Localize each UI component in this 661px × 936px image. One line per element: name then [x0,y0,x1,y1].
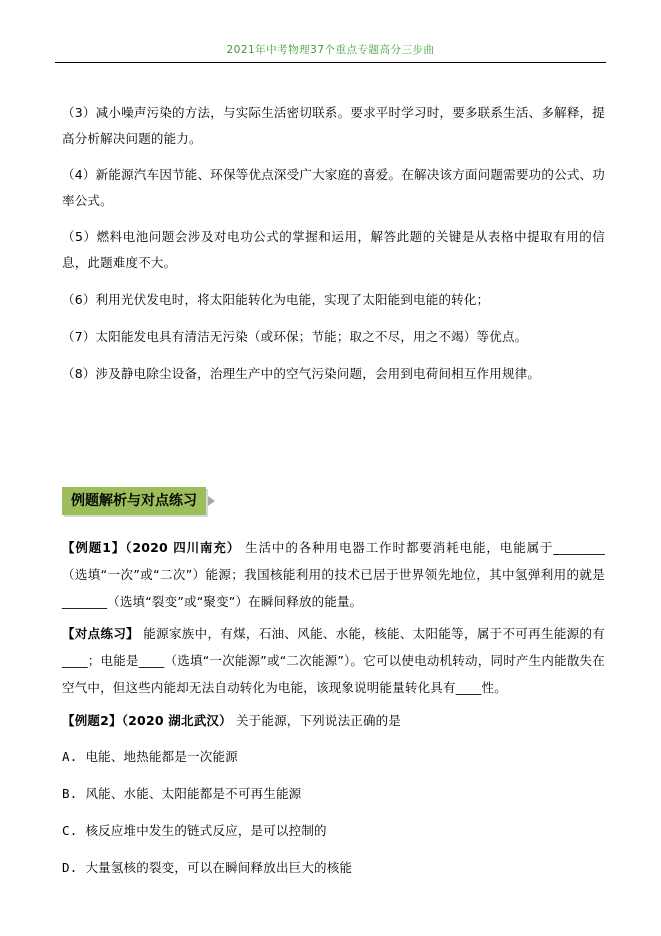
page-header-title: 2021年中考物理37个重点专题高分三步曲 [226,44,435,56]
option-row-d [62,859,605,877]
note-paragraph-4: （4）新能源汽车因节能、环保等优点深受广大家庭的喜爱。在解决该方面问题需要功的公式、功率公式。 [62,167,605,208]
practice-lead: 【对点练习】 [62,626,139,641]
option-c-label: C. [62,823,78,838]
banner-arrow-icon [208,496,215,506]
option-a-label: A. [62,749,78,764]
example-2-lead: 【例题2】（2020 湖北武汉） [62,713,232,728]
option-d-label: D. [62,860,78,875]
option-row-c [62,822,605,840]
example-2-paragraph [62,707,605,734]
section-banner-label: 例题解析与对点练习 [62,487,206,515]
example-1-paragraph [62,534,605,615]
note-paragraph-5: （5）燃料电池问题会涉及对电功公式的掌握和运用，解答此题的关键是从表格中提取有用的信息，此题难度不大。 [62,229,605,270]
note-paragraph-3: （3）减小噪声污染的方法，与实际生活密切联系。要求平时学习时，要多联系生活、多解释，提高分析解决问题的能力。 [62,105,605,146]
practice-body: 能源家族中，有煤，石油、风能、水能，核能、太阳能等，属于不可再生能源的有____；电能是____（选填“一次能源”或“二次能源”）。它可以使电动机转动，同时产生内能散失在空气中，但这些内能却无法自动转化为电能，该现象说明能量转化具有____性。 [62,626,606,695]
practice-paragraph [62,620,605,701]
note-paragraph-8: （8）涉及静电除尘设备，治理生产中的空气污染问题，会用到电荷间相互作用规律。 [62,366,541,381]
option-a-text: 电能、地热能都是一次能源 [85,749,238,764]
header-divider [55,62,606,63]
example-1-lead: 【例题1】（2020 四川南充） [62,540,241,555]
option-d-text: 大量氢核的裂变，可以在瞬间释放出巨大的核能 [85,860,353,875]
section-banner [62,487,215,515]
option-b-text: 风能、水能、太阳能都是不可再生能源 [85,786,302,801]
example-2-body: 关于能源，下列说法正确的是 [235,713,402,728]
option-b-label: B. [62,786,78,801]
note-paragraph-7: （7）太阳能发电具有清洁无污染（或环保；节能；取之不尽，用之不竭）等优点。 [62,329,528,344]
option-row-b [62,785,605,803]
option-c-text: 核反应堆中发生的链式反应，是可以控制的 [85,823,327,838]
note-paragraph-6: （6）利用光伏发电时，将太阳能转化为电能，实现了太阳能到电能的转化； [62,292,490,307]
option-row-a [62,748,605,766]
example-1-body: 生活中的各种用电器工作时都要消耗电能，电能属于________（选填“一次”或“二次”）能源；我国核能利用的技术已居于世界领先地位，其中氢弹利用的就是_______（选填“裂变”或“聚变”）在瞬间释放的能量。 [62,540,605,609]
